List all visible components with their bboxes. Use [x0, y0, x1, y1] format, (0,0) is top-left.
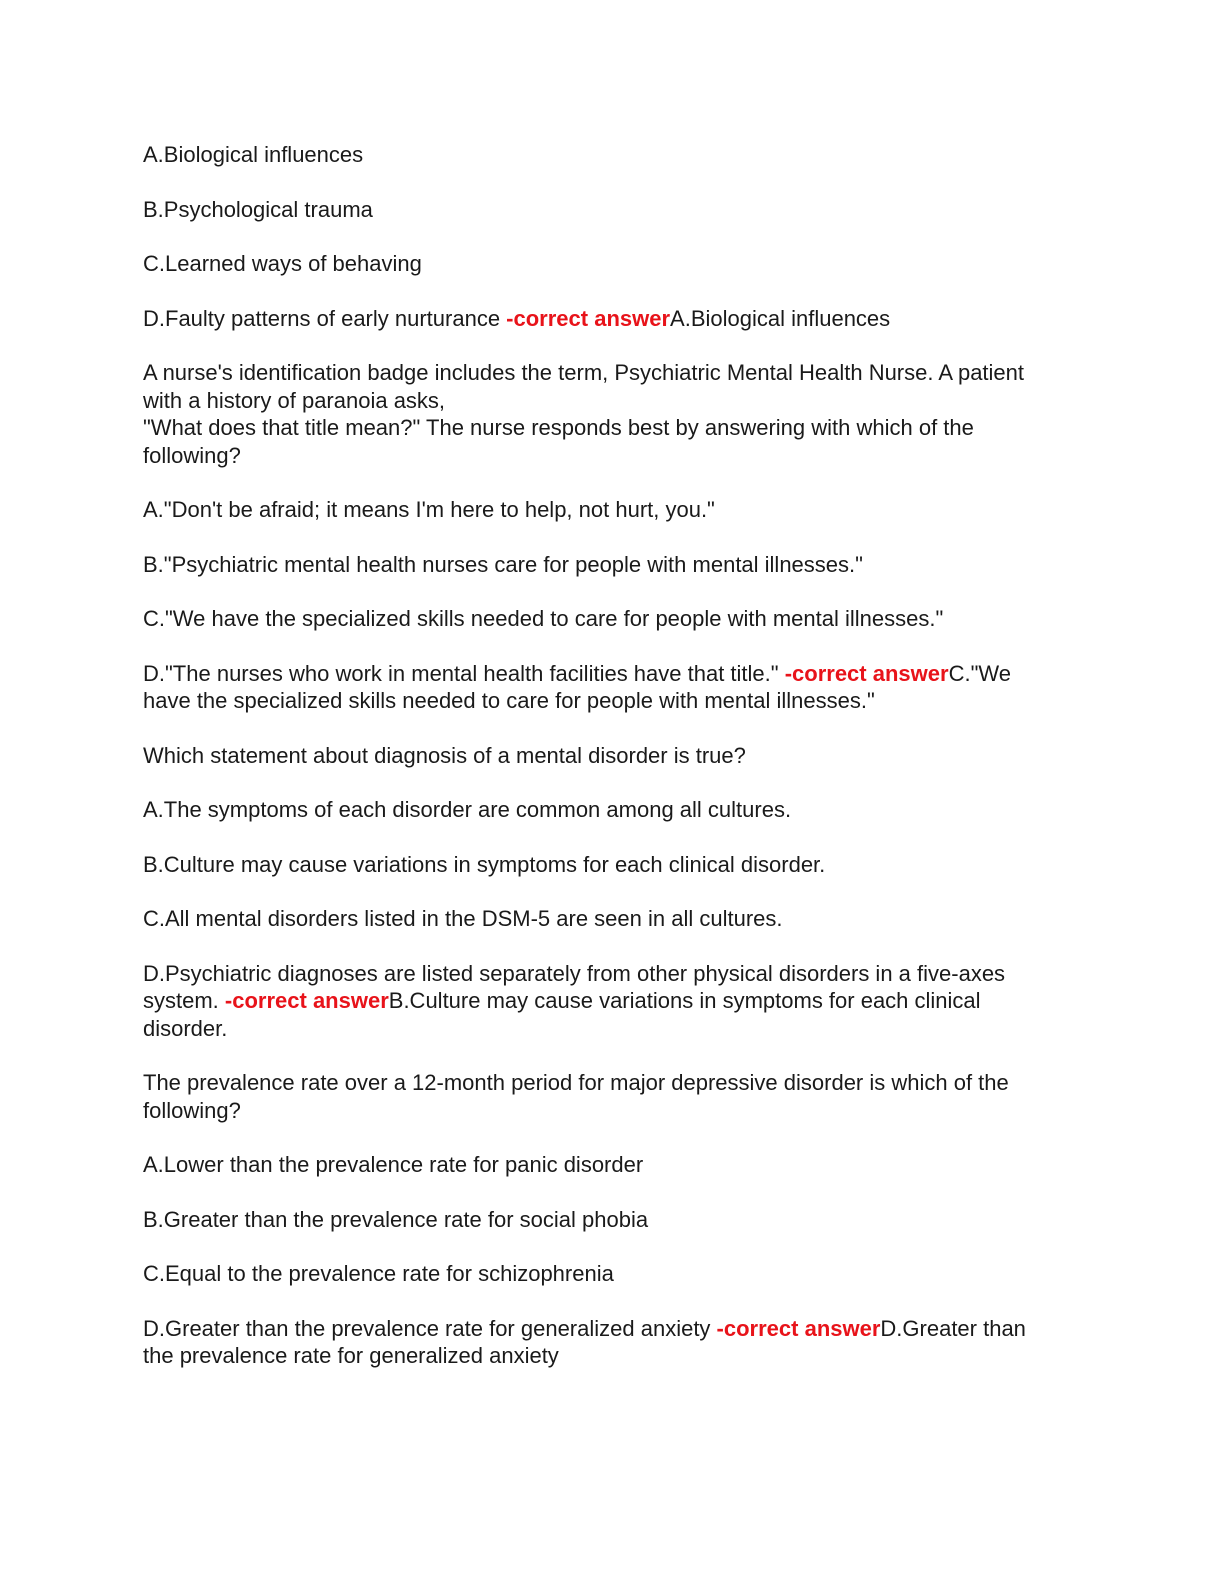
correct-answer-marker: -correct answer: [506, 305, 671, 331]
correct-answer-marker: -correct answer: [716, 1315, 881, 1341]
correct-answer-text: C."We have the specialized skills needed to care for people with mental illnesses.": [143, 660, 1011, 713]
option-text: D."The nurses who work in mental health facilities have that title.": [143, 660, 785, 686]
answer-option: C."We have the specialized skills needed to care for people with mental illnesses.": [143, 606, 944, 631]
answer-option: A."Don't be afraid; it means I'm here to help, not hurt, you.": [143, 497, 715, 522]
correct-answer-text: D.Greater than the prevalence rate for generalized anxiety: [143, 1315, 1026, 1368]
answer-option: B.Culture may cause variations in symptoms for each clinical disorder.: [143, 851, 826, 877]
answer-option: B.Greater than the prevalence rate for social phobia: [143, 1206, 649, 1232]
answer-option-with-key: [143, 1315, 1053, 1370]
option-text: D.Greater than the prevalence rate for generalized anxiety: [143, 1315, 717, 1341]
question-text: The prevalence rate over a 12-month period for major depressive disorder is which of the following?: [143, 1070, 1009, 1123]
correct-answer-marker: -correct answer: [784, 660, 949, 686]
answer-option: A.Lower than the prevalence rate for panic disorder: [143, 1152, 644, 1177]
answer-option-with-key: [143, 305, 1053, 333]
answer-option: C.Equal to the prevalence rate for schizophrenia: [143, 1261, 614, 1286]
correct-answer-marker: -correct answer: [224, 988, 389, 1013]
option-text: D.Faulty patterns of early nurturance: [143, 305, 507, 331]
answer-option: C.Learned ways of behaving: [143, 251, 422, 276]
correct-answer-text: A.Biological influences: [670, 305, 891, 331]
correct-answer-text: B.Culture may cause variations in symptoms for each clinical disorder.: [143, 988, 981, 1041]
answer-option: B.Psychological trauma: [143, 196, 373, 222]
question-text: A nurse's identification badge includes the term, Psychiatric Mental Health Nurse. A patient with a history of paranoia asks, "What does that title mean?" The nurse responds best by answering with which of the following?: [143, 360, 1025, 468]
question-text: Which statement about diagnosis of a mental disorder is true?: [143, 742, 746, 768]
answer-option: A.The symptoms of each disorder are common among all cultures.: [143, 797, 792, 822]
answer-option: C.All mental disorders listed in the DSM-5 are seen in all cultures.: [143, 906, 783, 931]
answer-option-with-key: [143, 960, 1053, 1043]
document-page: [143, 141, 1053, 1397]
answer-option-with-key: [143, 660, 1053, 715]
answer-option: A.Biological influences: [143, 142, 364, 167]
answer-option: B."Psychiatric mental health nurses care for people with mental illnesses.": [143, 551, 863, 577]
option-text: D.Psychiatric diagnoses are listed separately from other physical disorders in a five-axes system.: [143, 960, 1006, 1013]
